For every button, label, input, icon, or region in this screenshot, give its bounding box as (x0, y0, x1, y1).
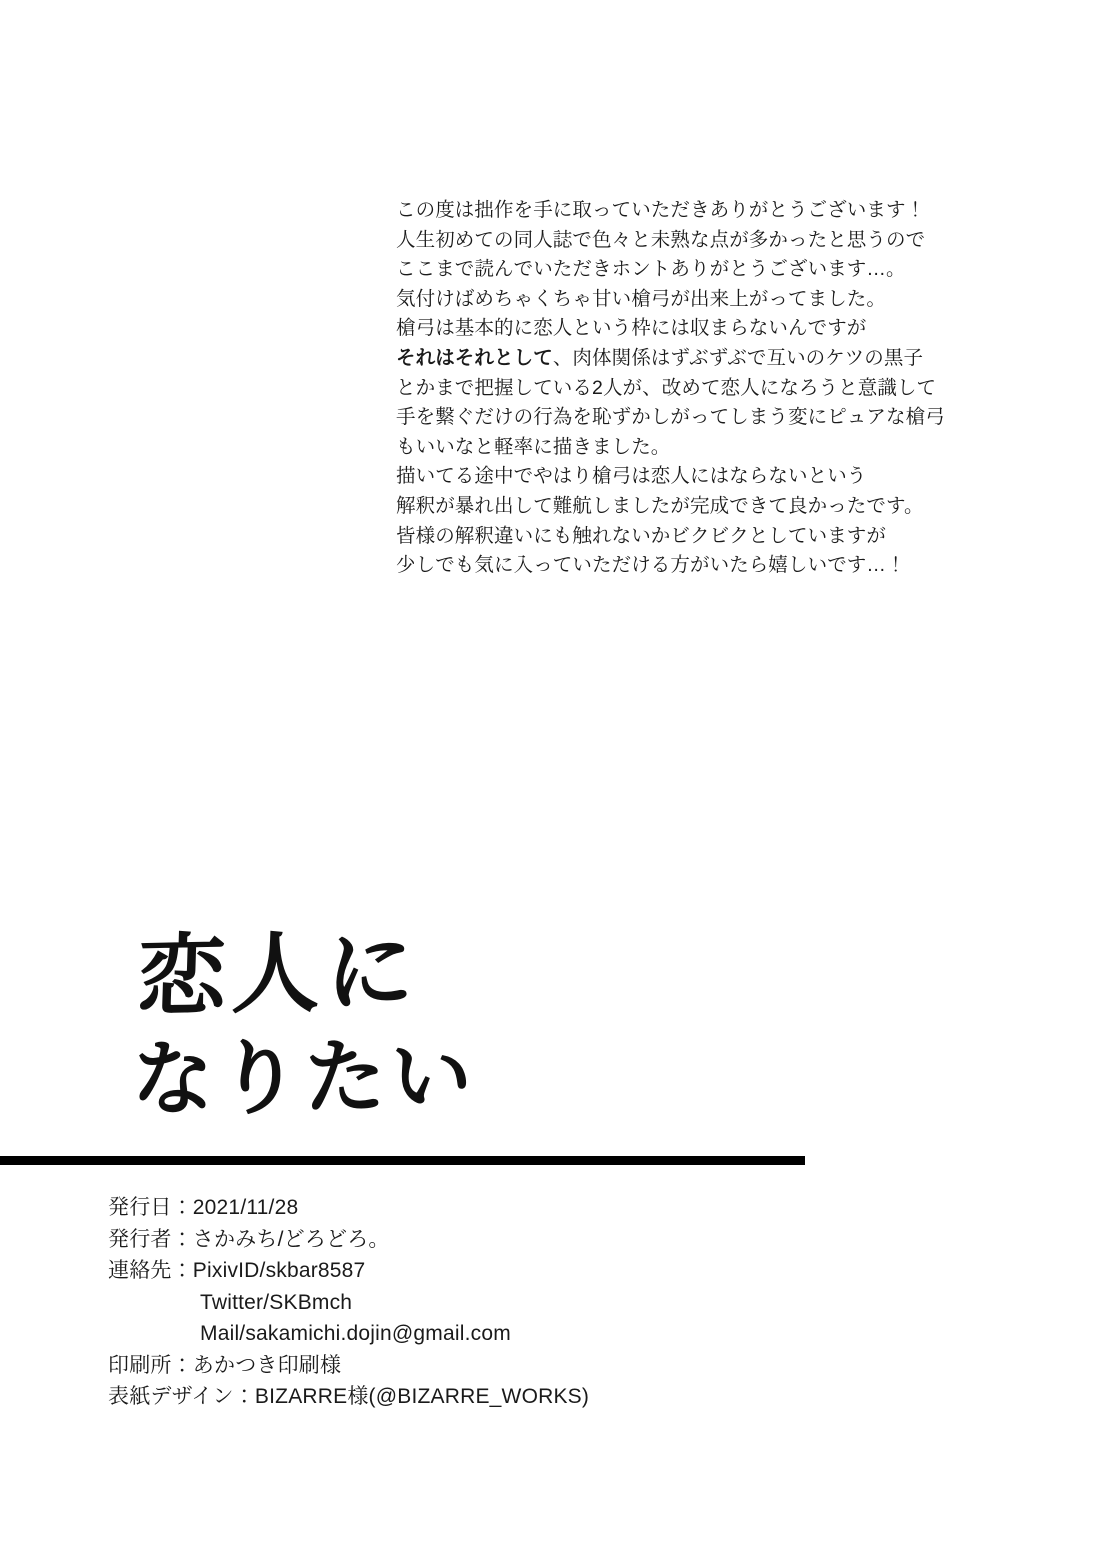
colophon-contact-twitter: Twitter/SKBmch (200, 1290, 353, 1314)
colophon-contact-mail: Mail/sakamichi.dojin@gmail.com (200, 1322, 511, 1345)
afterword-line: 人生初めての同人誌で色々と未熟な点が多かったと思うので (396, 228, 926, 251)
afterword-line: 皆様の解釈違いにも触れないかビクビクとしていますが (396, 524, 887, 547)
afterword-line: 少しでも気に入っていただける方がいたら嬉しいです…！ (396, 554, 906, 577)
colophon-publish-date: 発行日：2021/11/28 (108, 1196, 299, 1219)
afterword-emphasis: それはそれとして (396, 346, 553, 369)
afterword-line: 解釈が暴れ出して難航しましたが完成できて良かったです。 (396, 494, 924, 517)
afterword-line: とかまで把握している2人が、改めて恋人になろうと意識して (396, 376, 937, 399)
afterword-line: この度は拙作を手に取っていただきありがとうございます！ (396, 199, 926, 221)
afterword-text-block (396, 196, 1016, 581)
book-title (128, 919, 548, 1145)
afterword-line: もいいなと軽率に描きました。 (396, 435, 671, 458)
colophon-block (108, 1192, 808, 1413)
colophon-printer: 印刷所：あかつき印刷様 (108, 1353, 342, 1377)
book-title-line-2: なりたい (130, 1029, 478, 1128)
afterword-line: 描いてる途中でやはり槍弓は恋人にはならないという (396, 465, 867, 488)
afterword-line: 槍弓は基本的に恋人という枠には収まらないんですが (396, 317, 867, 340)
afterword-line-emphasized (396, 344, 1016, 374)
horizontal-divider (0, 1156, 805, 1165)
afterword-line-rest: 、肉体関係はずぶずぶで互いのケツの黒子 (552, 346, 924, 369)
afterword-line: 手を繋ぐだけの行為を恥ずかしがってしまう変にピュアな槍弓 (396, 406, 945, 429)
colophon-contact-pixiv: 連絡先：PixivID/skbar8587 (108, 1259, 366, 1282)
book-title-line-1: 恋人に (136, 919, 422, 1028)
colophon-publisher: 発行者：さかみち/どろどろ。 (108, 1227, 390, 1251)
afterword-line: ここまで読んでいただきホントありがとうございます…。 (396, 258, 906, 281)
afterword-line: 気付けばめちゃくちゃ甘い槍弓が出来上がってました。 (396, 287, 887, 310)
colophon-cover-design: 表紙デザイン：BIZARRE様(@BIZARRE_WORKS) (108, 1385, 590, 1408)
